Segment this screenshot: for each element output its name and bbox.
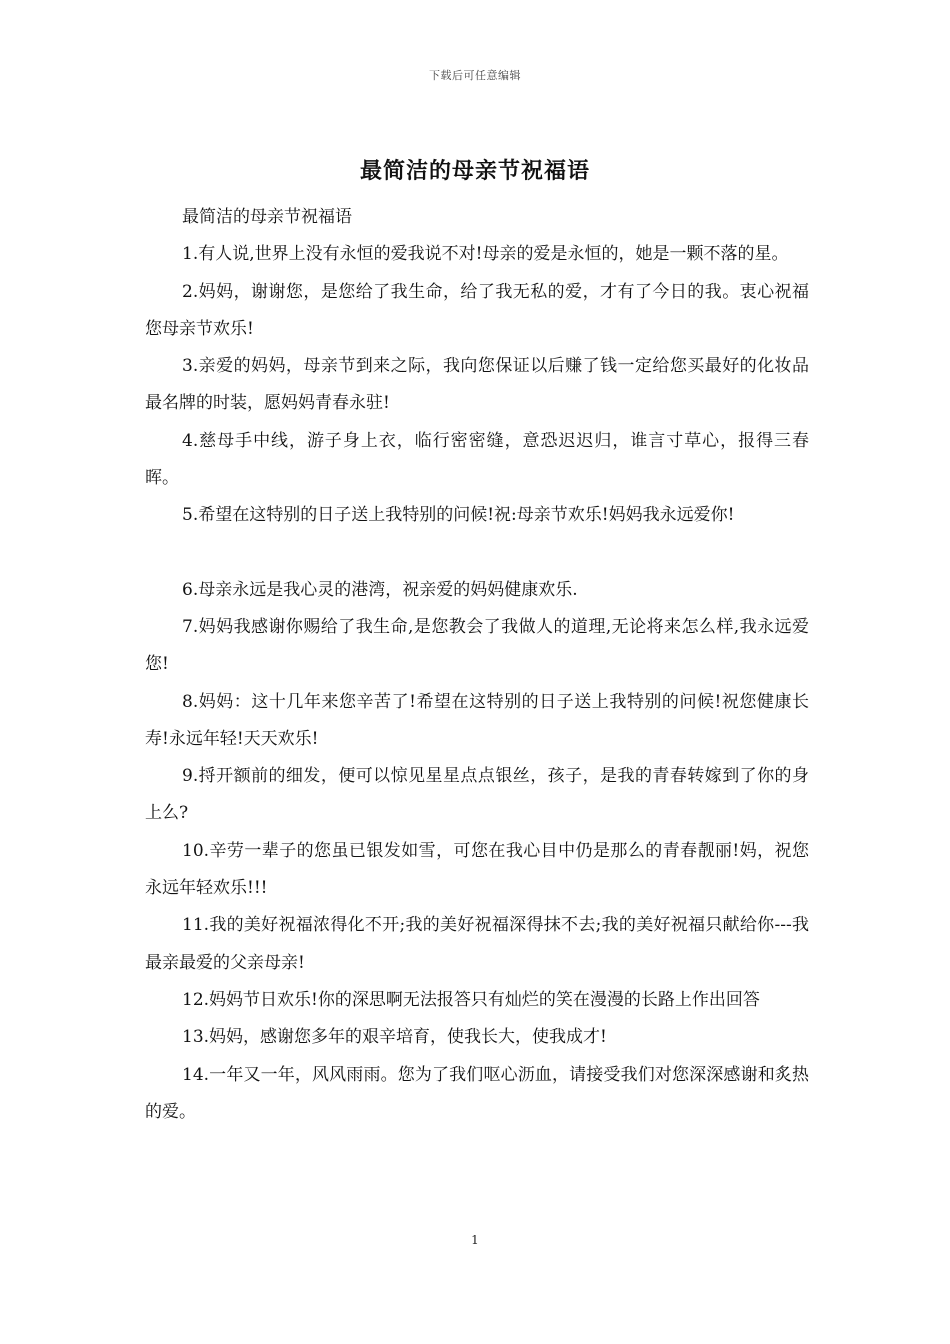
header-note: 下载后可任意编辑 bbox=[429, 69, 521, 82]
paragraph-10: 10.辛劳一辈子的您虽已银发如雪，可您在我心目中仍是那么的青春靓丽!妈，祝您永远年轻欢乐!!! bbox=[145, 840, 809, 899]
paragraph-1: 1.有人说,世界上没有永恒的爱我说不对!母亲的爱是永恒的，她是一颗不落的星。 bbox=[182, 244, 789, 265]
paragraph-11: 11.我的美好祝福浓得化不开;我的美好祝福深得抹不去;我的美好祝福只献给你---我最亲最爱的父亲母亲! bbox=[145, 915, 809, 973]
paragraph-3: 3.亲爱的妈妈，母亲节到来之际，我向您保证以后赚了钱一定给您买最好的化妆品最名牌的时装，愿妈妈青春永驻! bbox=[145, 356, 809, 414]
paragraph-2: 2.妈妈，谢谢您，是您给了我生命，给了我无私的爱，才有了今日的我。衷心祝福您母亲节欢乐! bbox=[145, 281, 809, 339]
paragraph-7: 7.妈妈我感谢你赐给了我生命,是您教会了我做人的道理,无论将来怎么样,我永远爱您! bbox=[145, 616, 809, 675]
paragraph-6: 6.母亲永远是我心灵的港湾，祝亲爱的妈妈健康欢乐. bbox=[182, 579, 578, 600]
paragraph-13: 13.妈妈，感谢您多年的艰辛培育，使我长大，使我成才! bbox=[182, 1027, 607, 1048]
document-body bbox=[145, 199, 809, 1131]
paragraph-9: 9.捋开额前的细发，便可以惊见星星点点银丝，孩子，是我的青春转嫁到了你的身上么? bbox=[145, 766, 809, 824]
blank-line bbox=[145, 535, 809, 572]
paragraph-4: 4.慈母手中线，游子身上衣，临行密密缝，意恐迟迟归，谁言寸草心，报得三春晖。 bbox=[145, 430, 809, 489]
page-number: 1 bbox=[471, 1233, 479, 1247]
paragraph-12: 12.妈妈节日欢乐!你的深思啊无法报答只有灿烂的笑在漫漫的长路上作出回答 bbox=[182, 989, 760, 1010]
paragraph-8: 8.妈妈：这十几年来您辛苦了!希望在这特别的日子送上我特别的问候!祝您健康长寿!永远年轻!天天欢乐! bbox=[145, 691, 809, 749]
document-subtitle: 最简洁的母亲节祝福语 bbox=[182, 207, 352, 227]
paragraph-14: 14.一年又一年，风风雨雨。您为了我们呕心沥血，请接受我们对您深深感谢和炙热的爱。 bbox=[145, 1064, 809, 1122]
paragraph-5: 5.希望在这特别的日子送上我特别的问候!祝:母亲节欢乐!妈妈我永远爱你! bbox=[182, 505, 735, 526]
document-title: 最简洁的母亲节祝福语 bbox=[359, 158, 590, 184]
